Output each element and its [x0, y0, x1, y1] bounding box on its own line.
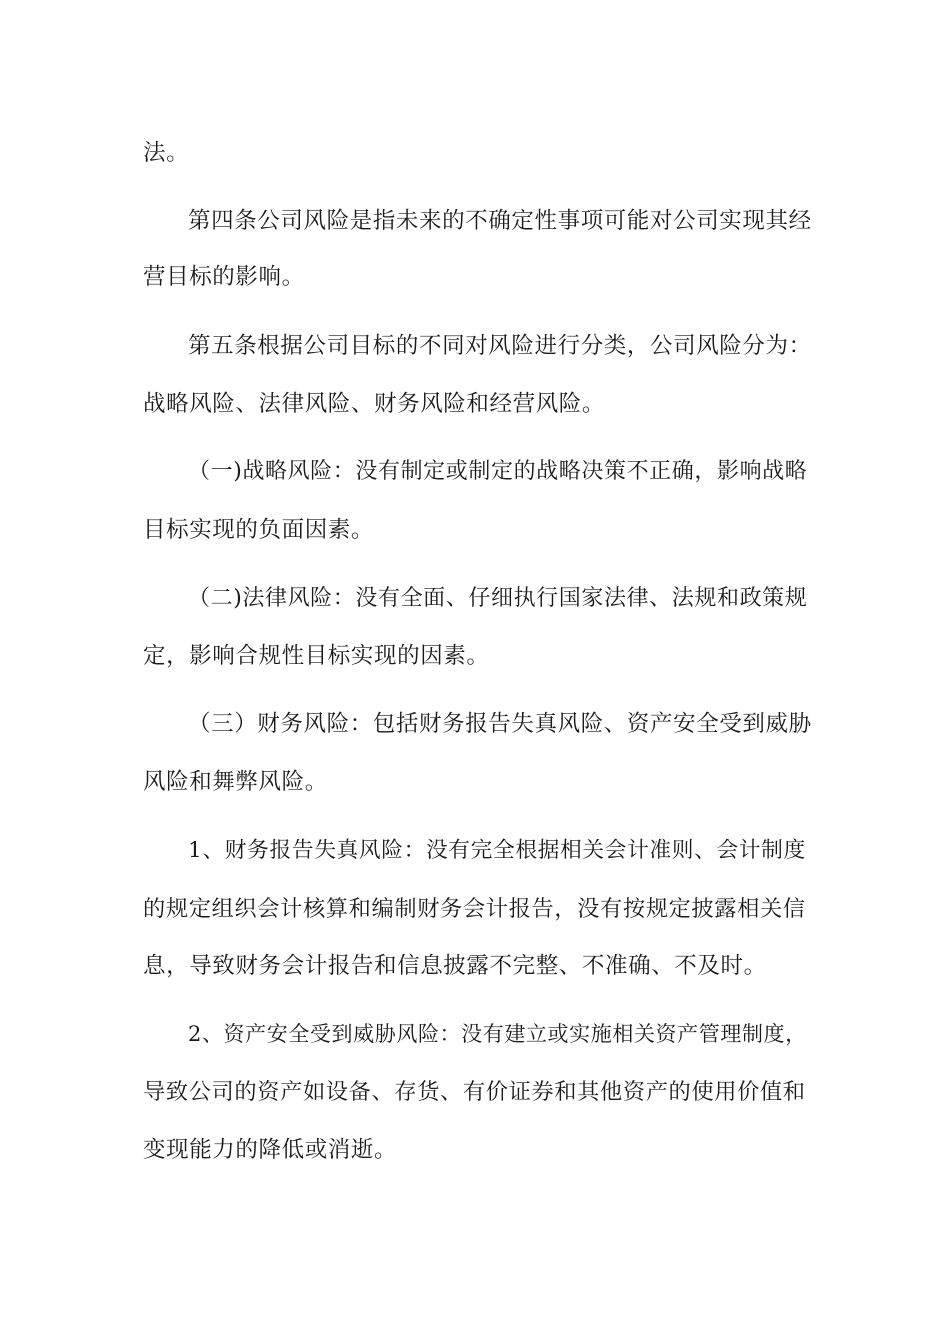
text-line: 营目标的影响。 — [143, 264, 305, 290]
text-line: 目标实现的负面因素。 — [143, 517, 375, 543]
text-line: 导致公司的资产如设备、存货、有价证券和其他资产的使用价值和 — [143, 1079, 806, 1105]
text-line: （三）财务风险：包括财务报告失真风险、资产安全受到威胁 — [188, 711, 812, 737]
text-line: 风险和舞弊风险。 — [143, 769, 328, 795]
text-line: 法。 — [143, 140, 190, 166]
text-line: 定，影响合规性目标实现的因素。 — [143, 643, 490, 669]
text-line: 息，导致财务会计报告和信息披露不完整、不准确、不及时。 — [143, 953, 767, 979]
text-line: 2、资产安全受到威胁风险：没有建立或实施相关资产管理制度， — [188, 1022, 807, 1046]
text-line: 战略风险、法律风险、财务风险和经营风险。 — [143, 391, 606, 417]
text-line: 第四条公司风险是指未来的不确定性事项可能对公司实现其经 — [188, 208, 812, 234]
text-line: 1、财务报告失真风险：没有完全根据相关会计准则、会计制度 — [188, 838, 806, 863]
text-line: 变现能力的降低或消逝。 — [143, 1137, 398, 1163]
text-line: 第五条根据公司目标的不同对风险进行分类，公司风险分为： — [188, 333, 812, 359]
text-line: 的规定组织会计核算和编制财务会计报告，没有按规定披露相关信 — [143, 896, 806, 922]
text-line: （一)战略风险：没有制定或制定的战略决策不正确，影响战略 — [188, 459, 808, 484]
text-line: （二)法律风险：没有全面、仔细执行国家法律、法规和政策规 — [188, 586, 808, 611]
